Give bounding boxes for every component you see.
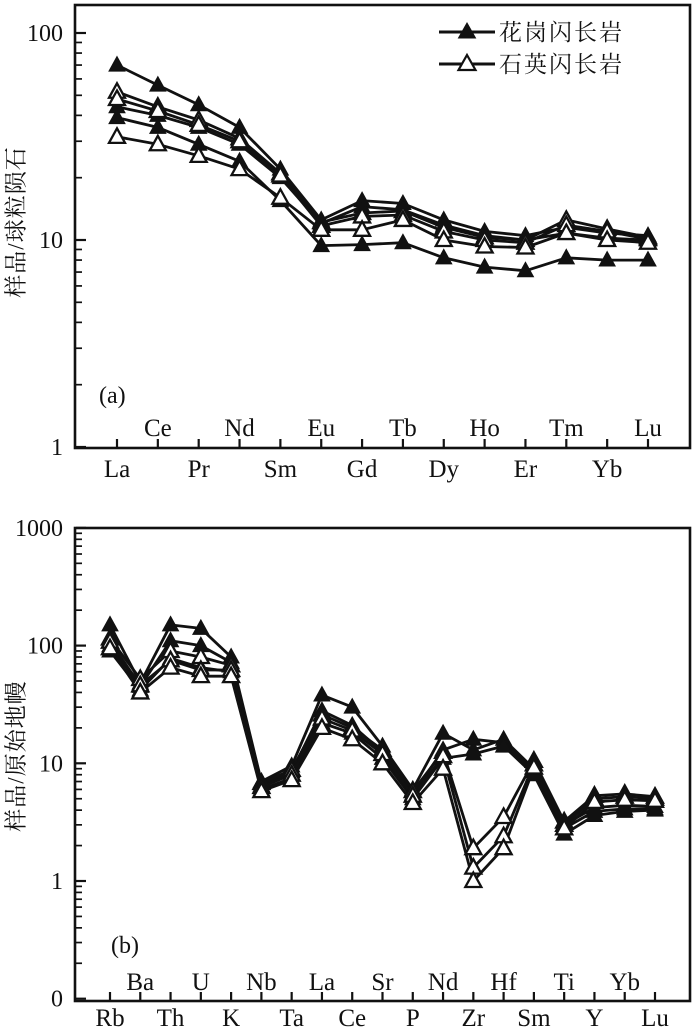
x-axis-element-label: Rb: [95, 1005, 125, 1029]
x-axis-element-label: Tb: [389, 415, 417, 442]
x-axis-element-label: Yb: [609, 969, 641, 996]
panel-b: [0, 500, 700, 1029]
panel-b-y-axis-title: 样品/原始地幔: [3, 680, 29, 832]
panel-b-plot: [0, 500, 700, 1029]
y-axis-tick-label: 10: [39, 228, 63, 254]
filled-triangle-marker: [163, 616, 179, 630]
filled-triangle-marker: [558, 249, 574, 264]
filled-triangle-marker: [465, 731, 481, 746]
legend-item-granodiorite: [438, 16, 624, 45]
x-axis-element-label: La: [103, 456, 131, 483]
panel-a-letter: (a): [99, 383, 126, 409]
legend-item-quartz-diorite: [438, 48, 624, 77]
open-triangle-marker: [496, 808, 512, 823]
x-axis-element-label: U: [191, 969, 210, 996]
x-axis-element-label: Nd: [224, 415, 255, 442]
y-axis-tick-label: 100: [27, 633, 63, 660]
x-axis-element-label: Nd: [427, 969, 459, 996]
x-axis-element-label: Yb: [591, 456, 623, 483]
series-markers: [102, 616, 663, 887]
y-axis-tick-label: 1000: [15, 515, 63, 542]
x-axis-element-label: P: [405, 1005, 420, 1029]
series-line: [110, 641, 655, 829]
x-axis-element-label: Sm: [517, 1005, 551, 1029]
x-axis-element-label: Pr: [187, 456, 210, 483]
x-axis-element-label: Y: [585, 1005, 604, 1029]
legend-label-granodiorite: 花岗闪长岩: [499, 20, 624, 45]
filled-triangle-marker: [435, 725, 451, 740]
legend: [438, 16, 624, 77]
x-axis-element-label: Lu: [634, 415, 662, 442]
filled-triangle-marker: [395, 234, 411, 249]
x-axis-element-label: Th: [156, 1005, 185, 1029]
x-axis-element-label: Er: [513, 456, 538, 483]
x-axis-element-label: Ce: [143, 415, 172, 442]
legend-label-quartz-diorite: 石英闪长岩: [499, 52, 624, 77]
x-axis-element-label: Ta: [279, 1005, 304, 1029]
panel-a-y-axis-title: 样品/球粒陨石: [3, 146, 29, 298]
x-axis-element-label: Sr: [371, 969, 394, 996]
y-axis-tick-label: 1: [51, 869, 63, 895]
x-axis-element-label: Ce: [338, 1005, 367, 1029]
y-axis-tick-label: 0: [51, 986, 63, 1013]
x-axis-element-label: Hf: [490, 969, 517, 996]
x-axis-element-label: Eu: [307, 415, 336, 442]
y-axis-tick-label: 100: [27, 21, 63, 47]
open-triangle-marker: [109, 128, 125, 143]
x-axis-element-label: Gd: [346, 456, 378, 483]
filled-triangle-icon: [438, 20, 496, 42]
x-axis-element-label: Ba: [126, 969, 155, 996]
panel-b-letter: (b): [111, 933, 139, 959]
x-axis-element-label: Tm: [548, 415, 584, 442]
x-axis-element-label: Ti: [553, 969, 575, 996]
y-axis-tick-label: 10: [39, 751, 63, 778]
x-axis-element-label: Zr: [461, 1005, 486, 1029]
x-axis-element-label: Sm: [263, 456, 298, 483]
x-axis-element-label: Nb: [246, 969, 277, 996]
y-axis-tick-label: 1: [51, 435, 63, 461]
x-axis-element-label: La: [308, 969, 336, 996]
open-triangle-icon: [438, 52, 496, 74]
filled-triangle-marker: [314, 687, 330, 702]
x-axis-element-label: K: [222, 1005, 241, 1029]
x-axis-element-label: Dy: [428, 456, 460, 483]
x-axis-element-label: Ho: [469, 415, 500, 442]
panel-a: [0, 0, 700, 500]
filled-triangle-marker: [109, 57, 125, 72]
x-axis-element-label: Lu: [641, 1005, 669, 1029]
